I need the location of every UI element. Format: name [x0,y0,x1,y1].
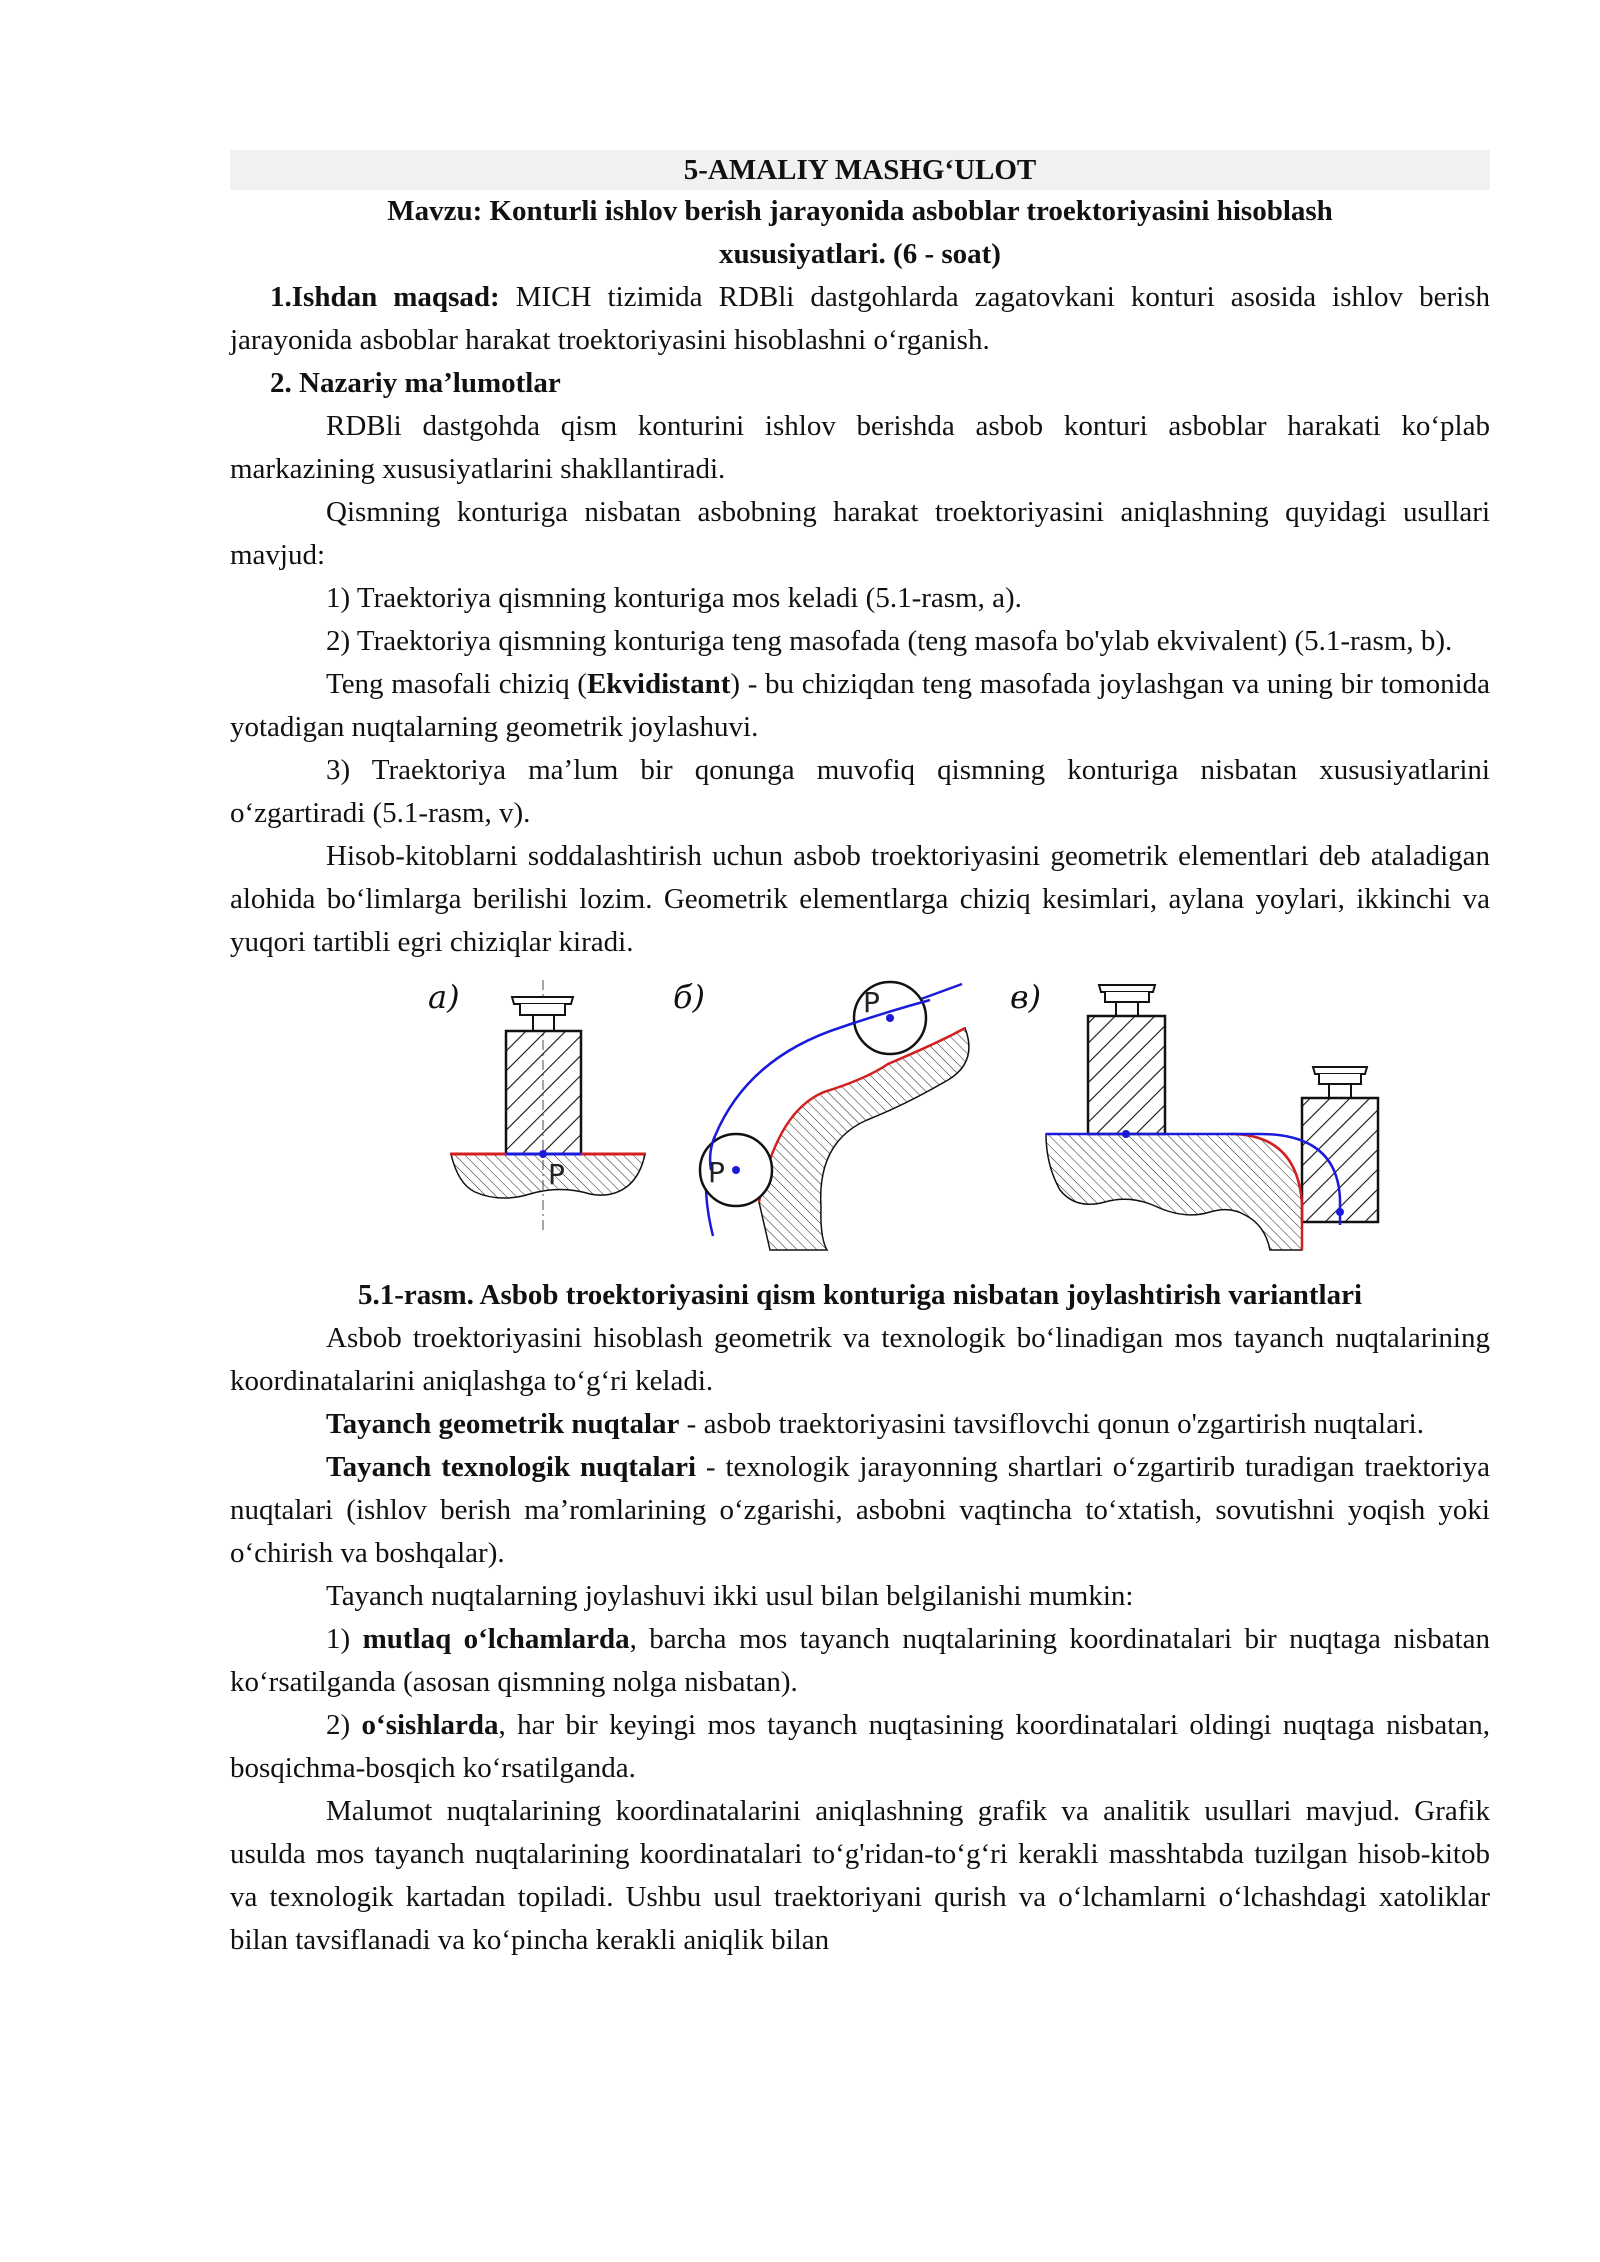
topic-line-2: xususiyatlari. (6 - soat) [719,238,1001,270]
paragraph-1: RDBli dastgohda qism konturini ishlov berishda asbob konturi asboblar harakati ko‘plab markazining xususiyatlarini shakllantiradi. [230,410,1490,485]
paragraph-6 [230,1403,1490,1446]
paragraph-10 [230,1704,1490,1790]
p9-post: , barcha mos tayanch nuqtalarining koordinatalari bir nuqtaga nisbatan ko‘rsatilganda (asosan qismning nolga nisbatan). [230,1623,1490,1698]
p10-post: , har bir keyingi mos tayanch nuqtasining koordinatalari oldingi nuqtaga nisbatan, bosqichma-bosqich ko‘rsatilganda. [230,1709,1490,1784]
paragraph-8: Tayanch nuqtalarning joylashuvi ikki usul bilan belgilanishi mumkin: [326,1580,1134,1612]
paragraph-3 [230,663,1490,749]
topic-heading [360,190,1360,276]
term-technological-points: Tayanch texnologik nuqtalari [326,1451,697,1483]
paragraph-11: Malumot nuqtalarining koordinatalarini aniqlashning grafik va analitik usullari mavjud. Grafik usulda mos tayanch nuqtalarining koordinatalari to‘g'ridan-to‘g‘ri kerakli masshtabda tuzilgan hisob-kitob va texnologik kartadan topiladi. Ushbu usul traektoriyani qurish va o‘lchamlarni o‘lchashdagi xatoliklar bilan tavsiflanadi va ko‘pincha kerakli aniqlik bilan [230,1795,1490,1956]
list-item-1: 1) Traektoriya qismning konturiga mos keladi (5.1-rasm, a). [326,582,1022,614]
p3-pre: Teng masofali chiziq ( [326,668,587,700]
point-p-a: P [548,1158,565,1191]
paragraph-9 [230,1618,1490,1704]
term-absolute: mutlaq o‘lchamlarda [362,1623,630,1655]
p10-pre: 2) [326,1709,362,1741]
p6-post: - asbob traektoriyasini tavsiflovchi qonun o'zgartirish nuqtalari. [679,1408,1424,1440]
figure-label-a: а) [428,978,460,1016]
document-page [230,150,1490,1962]
paragraph-5: Asbob troektoriyasini hisoblash geometrik va texnologik bo‘linadigan mos tayanch nuqtalarining koordinatalarini aniqlashga to‘g‘ri keladi. [230,1322,1490,1397]
goal-text: MICH tizimida RDBli dastgohlarda zagatovkani konturi asosida ishlov berish jarayonida asboblar harakat troektoriyasini hisoblashni o‘rganish. [230,281,1490,356]
term-geometric-points: Tayanch geometrik nuqtalar [326,1408,680,1440]
paragraph-7 [230,1446,1490,1575]
theory-label: 2. Nazariy ma’lumotlar [270,367,561,399]
term-ekvidistant: Ekvidistant [586,668,731,700]
goal-label: 1.Ishdan maqsad: [270,281,500,313]
figure-caption: 5.1-rasm. Asbob troektoriyasini qism konturiga nisbatan joylashtirish variantlari [357,1279,1363,1311]
page-title: 5-AMALIY MASHG‘ULOT [230,150,1490,190]
figure-label-v: в) [1010,978,1042,1016]
paragraph-2: Qismning konturiga nisbatan asbobning harakat troektoriyasini aniqlashning quyidagi usullari mavjud: [230,496,1490,571]
theory-heading [230,362,1490,405]
list-item-2: 2) Traektoriya qismning konturiga teng masofada (teng masofa bo'ylab ekvivalent) (5.1-rasm, b). [326,625,1453,657]
figure-drawing [230,970,1490,1270]
figure-5-1 [230,970,1490,1270]
p3-post: ) - bu chiziqdan teng masofada joylashgan va uning bir tomonida yotadigan nuqtalarning geometrik joylashuvi. [230,668,1491,743]
p7-post: - texnologik jarayonning shartlari o‘zgartirib turadigan traektoriya nuqtalari (ishlov berish ma’romlarining o‘zgarishi, asbobni vaqtincha to‘xtatish, sovutishni yoqish yoki o‘chirish va boshqalar). [230,1451,1490,1569]
figure-label-b: б) [673,978,706,1016]
term-incremental: o‘sishlarda [361,1709,499,1741]
point-p-b2: P [708,1156,725,1189]
goal-paragraph [230,276,1490,362]
panel-v [1046,985,1378,1250]
panel-b [700,982,969,1250]
list-item-3: 3) Traektoriya ma’lum bir qonunga muvofiq qismning konturiga nisbatan xususiyatlarini o‘zgartiradi (5.1-rasm, v). [230,754,1490,829]
p9-pre: 1) [326,1623,363,1655]
topic-line-1: Mavzu: Konturli ishlov berish jarayonida asboblar troektoriyasini hisoblash [387,195,1333,227]
point-p-b1: P [863,986,880,1019]
panel-a [450,980,646,1232]
paragraph-4: Hisob-kitoblarni soddalashtirish uchun asbob troektoriyasini geometrik elementlari deb ataladigan alohida bo‘limlarga berilishi lozim. Geometrik elementlarga chiziq kesimlari, aylana yoylari, ikkinchi va yuqori tartibli egri chiziqlar kiradi. [230,840,1490,958]
